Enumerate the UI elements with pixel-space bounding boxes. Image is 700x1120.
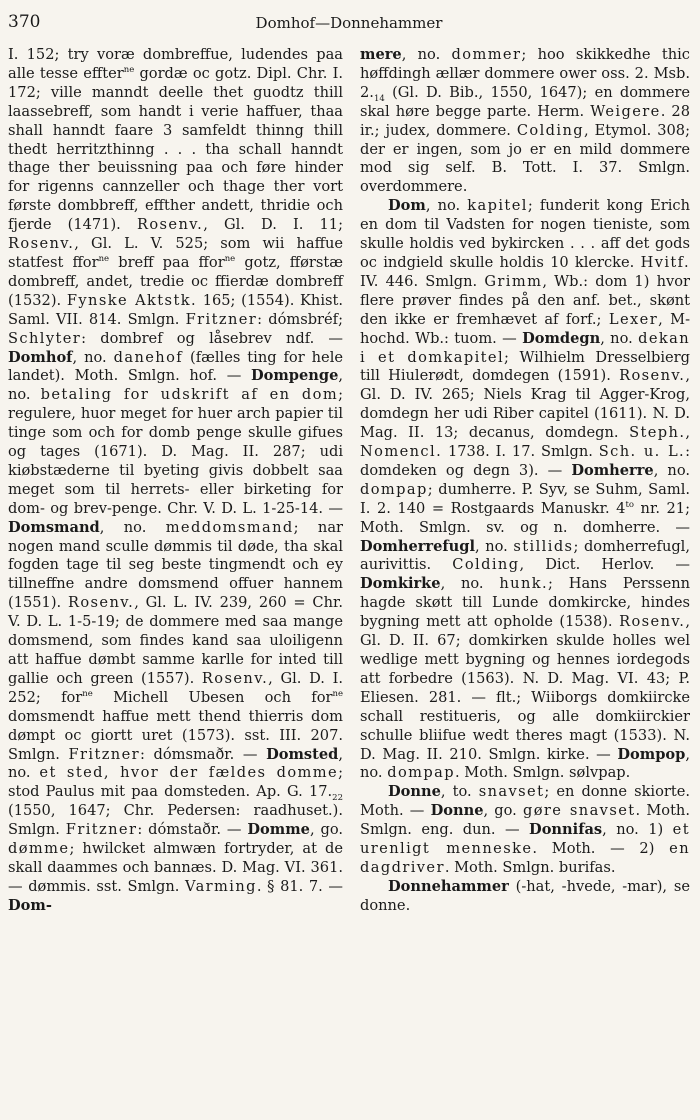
headword-dom: Dom — [388, 197, 426, 215]
headword-domsted: Domsted — [266, 745, 339, 763]
left-column — [8, 46, 343, 916]
column-divider — [350, 46, 351, 1106]
headword-dommere: Dom- — [8, 896, 52, 914]
headword-dompop: Dompop — [617, 745, 686, 763]
headword-donnehammer: Donnehammer — [388, 877, 509, 895]
right-column — [360, 46, 690, 916]
headword-domsmand: Domsmand — [8, 518, 100, 536]
entry-text: mere, no. dommer; hoo skikkedhe thic høffdingh ællær dommere ower oss. 2. Msb. $2._{14}$ (Gl. D. Bib., 1550, 1647); en dommere skal høre begge parte. Herm. Weigere. 28 ir.; judex, dommere. Colding, Etymol. 308; der er ingen, som jo er en mild dommere mod sig self. B. Tott. I. 37. Smlgn. overdommere. — [360, 46, 690, 196]
entry-text: I. 152; try voræ dombreffue, ludendes paa alle tesse effter$^{ne}$ gordæ oc gotz. Dipl. Chr. I. 172; ville manndt deelle thet guodtz thill laassebreff, som handt i verie haffuer, thaa shall hanndt faare 3 samfeldt thinng thill thedt herritzthinng . . . tha schall hanndt thage ther beuissning paa och føre hinder for rigenns cannzeller och thage ther vort første dombbreff, effther andett, thridie och fjerde (1471). Rosenv., Gl. D. I. 11; Rosenv., Gl. L. V. 525; som wii haffue statfest ffor$^{ne}$ breff paa ffor$^{ne}$ gotz, fførstæ dombreff, andet, tredie oc ffierdæ dombreff (1532). Fynske Aktstk. 165; (1554). Khist. Saml. VII. 814. Smlgn. Fritzner: dómsbréf; Schlyter: dombref og låsebrev ndf. — Domhof, no. danehof (fælles ting for hele landet). Moth. Smlgn. hof. — Dompenge, no. betaling for udskrift af en dom; regulere, huor meget for huer arch papier til tinge som och for domb penge skulle gifues og tages (1671). D. Mag. II. 287; udi kiøbstæderne til byeting givis dobbelt saa meget som til herrets- eller birketing for dom- og brev-penge. Chr. V. D. L. 1-25-14. — Domsmand, no. meddomsmand; nar nogen mand sculle dømmis til døde, tha skal fogden tage til seg beste tingmendt och ey tillneffne andre domsmend offuer hannem (1551). Rosenv., Gl. L. IV. 239, 260 = Chr. V. D. L. 1-5-19; de dommere med saa mange domsmend, som findes kand saa uloiligenn att haffue dømbt samme karlle for inted till gallie och green (1557). Rosenv., Gl. D. I. 252; for$^{ne}$ Michell Ubesen och for$^{ne}$ domsmendt haffue mett thend thierris dom dømpt oc giortt uret (1573). sst. III. 207. Smlgn. Fritzner: dómsmaðr. — Domsted, no. et sted, hvor der fældes domme; stod Paulus mit paa domsteden. Ap. G. $17._{22}$ (1550, 1647; Chr. Pedersen: raadhuset.). Smlgn. Fritzner: dómstaðr. — Domme, go. dømme; hwilcket almwæn fortryder, at de skall daammes och bannæs. D. Mag. VI. 361. — dømmis. sst. Smlgn. Varming. § 81. 7. — Dom- — [8, 46, 344, 914]
headword-donne-verb: Donne — [430, 802, 484, 820]
headword-dompenge: Dompenge — [250, 367, 339, 385]
headword-domkirke: Domkirke — [360, 575, 441, 593]
headword-donnifas: Donnifas — [529, 821, 603, 839]
running-title: Domhof—Donnehammer — [255, 14, 443, 32]
headword-domherre: Domherre — [571, 461, 654, 479]
page-number: 370 — [8, 12, 41, 32]
entry-donnehammer: Donnehammer (-hat, -hvede, -mar), se donne. — [360, 877, 690, 914]
page-header — [8, 8, 690, 34]
entry-donne: Donne, to. snavset; en donne skiorte. Moth. — Donne, go. gøre snavset. Moth. Smlgn. eng. dun. — Donnifas, no. 1) et urenligt menneske. Moth. — 2) en dagdriver. Moth. Smlgn. burifas. — [360, 783, 690, 876]
headword-donne: Donne — [388, 783, 441, 801]
headword-domherrefugl: Domherrefugl — [360, 537, 476, 555]
headword-domhof: Domhof — [8, 348, 73, 366]
headword-domdegn: Domdegn — [522, 329, 601, 347]
entry-dom: Dom, no. kapitel; funderit kong Erich en dom til Vadsten for nogen tieniste, som skulle holdis ved bykircken . . . aff det gods oc indgield skulle holdis 10 klercke. Hvitf. IV. 446. Smlgn. Grimm, Wb.: dom 1) hvor flere prøver findes på den anf. bet., skønt den ikke er fremhævet af forf.; Lexer, M-hochd. Wb.: tuom. — Domdegn, no. dekan i et domkapitel; Wilhielm Dresselbierg till Hiulerødt, domdegen (1591). Rosenv., Gl. D. IV. 265; Niels Krag til Agger-Krog, domdegn her udi Riber capitel (1611). N. D. Mag. II. 13; decanus, domdegn. Steph., Nomencl. 1738. I. 17. Smlgn. Sch. u. L.: domdeken og degn 3). — Domherre, no. dompap; dumherre. P. Syv, se Suhm, Saml. I. 2. 140 = Rostgaards Manuskr. $4^{to}$ nr. 21; Moth. Smlgn. sv. og n. domherre. — Domherrefugl, no. stillids; domherrefugl, aurivittis. Colding, Dict. Herlov. — Domkirke, no. hunk.; Hans Perssenn hagde skøtt till Lunde domkircke, hindes bygning mett att opholde (1538). Rosenv., Gl. D. II. 67; domkirken skulde holles wel wedlige mett bygning og hennes iordegods att forbedre (1563). N. D. Mag. VI. 43; P. Eliesen. 281. — flt.; Wiiborgs domkiircke schall restitueris, og alle domkiirckier schulle bliifue wedt theres magt (1533). N. D. Mag. II. 210. Smlgn. kirke. — Dompop, no. dompap. Moth. Smlgn. sølvpap. — [360, 197, 691, 782]
headword-domme: Domme — [247, 821, 310, 839]
